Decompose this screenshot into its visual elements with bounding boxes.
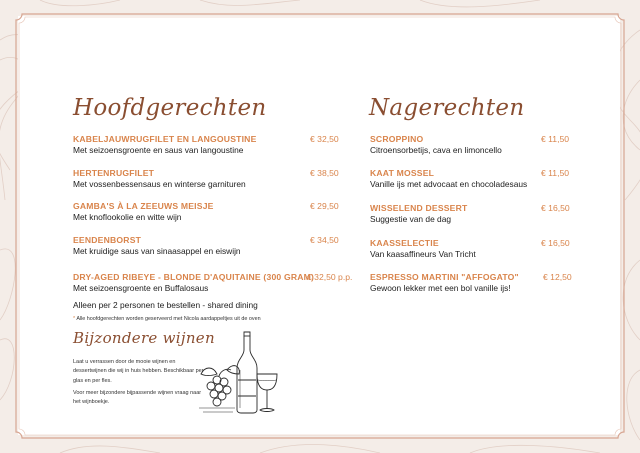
item-name: SCROPPINO [370,134,424,144]
item-description: Van kaasaffineurs Van Tricht [370,249,476,259]
item-price: € 16,50 [541,238,570,248]
wines-text: Laat u verrassen door de mooie wijnen en dessertwijnen die wij in huis hebben. Beschikbaar per glas en per fles. [73,359,204,384]
item-price: € 34,50 [310,235,339,245]
item-description: Vanille ijs met advocaat en chocoladesaus [370,179,528,189]
item-price: € 29,50 [310,201,339,211]
item-description: Suggestie van de dag [370,214,452,224]
wine-bottle-glass-grapes-icon [197,330,287,414]
item-name: DRY-AGED RIBEYE - BLONDE D'AQUITAINE (300 GRAM) [73,272,315,282]
wines-text-more: Voor meer bijzondere bijpassende wijnen vraag naar het wijnboekje. [73,390,202,406]
item-price: € 16,50 [541,203,570,213]
item-price: € 11,50 [541,168,570,178]
item-name: KAASSELECTIE [370,238,439,248]
wines-title: Bijzondere wijnen [73,329,215,347]
item-name: KABELJAUWRUGFILET EN LANGOUSTINE [73,134,257,144]
item-name: ESPRESSO MARTINI "AFFOGATO" [370,272,519,282]
item-price: € 11,50 [541,134,570,144]
item-price: € 32,50 [310,134,339,144]
item-description: Met seizoensgroente en saus van langoustine [73,145,244,155]
item-name: EENDENBORST [73,235,142,245]
footnote-mark: * [73,316,76,322]
item-description: Gewoon lekker met een bol vanille ijs! [370,283,511,293]
item-price: € 12,50 [543,272,572,282]
item-description: Met vossenbessensaus en winterse garnituren [73,179,246,189]
item-price: € 38,50 [310,168,339,178]
item-description: Citroensorbetijs, cava en limoncello [370,145,502,155]
item-description-extra: Alleen per 2 personen te bestellen - shared dining [73,300,258,310]
item-name: HERTENRUGFILET [73,168,155,178]
desserts-title: Nagerechten [369,95,525,121]
item-price: € 32,50 p.p. [307,272,353,282]
footnote [73,316,261,322]
item-name: KAAT MOSSEL [370,168,435,178]
item-name: GAMBA'S À LA ZEEUWS MEISJE [73,201,214,211]
main-courses-title: Hoofdgerechten [73,95,267,121]
footnote-text: Alle hoofdgerechten worden geserveerd met Nicola aardappeltjes uit de oven [76,316,261,322]
item-description: Met seizoensgroente en Buffalosaus [73,283,209,293]
item-description: Met kruidige saus van sinaasappel en eiswijn [73,246,241,256]
item-name: WISSELEND DESSERT [370,203,468,213]
item-description: Met knoflookolie en witte wijn [73,212,182,222]
